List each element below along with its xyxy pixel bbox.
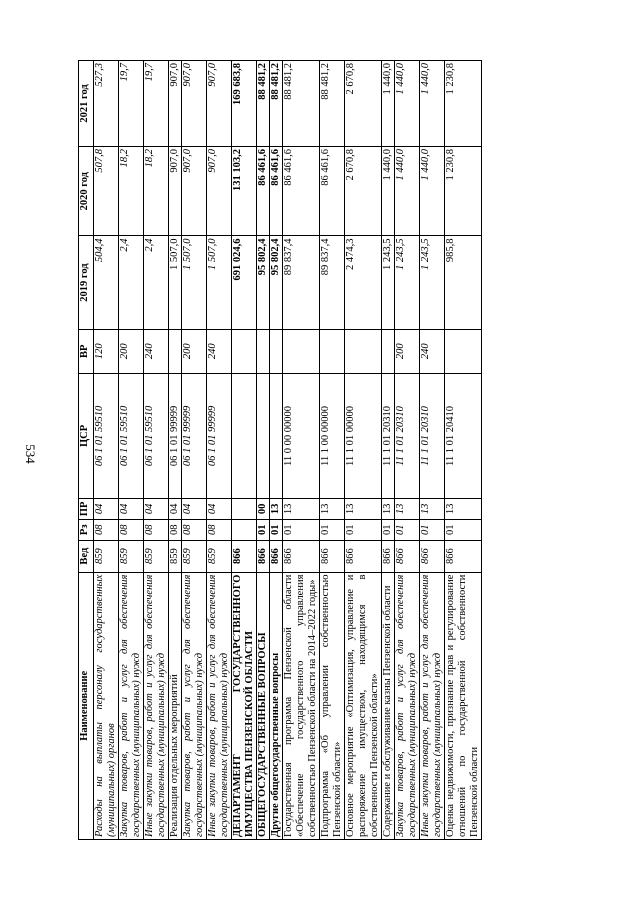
cell-rz: 01 [283, 519, 320, 540]
cell-csr: 11 1 01 20310 [420, 373, 445, 498]
table-row [232, 61, 257, 840]
cell-y2021: 2 670,8 [345, 61, 382, 147]
cell-csr: 11 1 00 00000 [320, 373, 345, 498]
cell-pr: 13 [382, 499, 395, 520]
cell-y2021: 907,0 [169, 61, 182, 147]
cell-csr: 11 1 01 20310 [395, 373, 420, 498]
cell-y2019: 95 802,4 [270, 236, 283, 329]
cell-y2019: 1 507,0 [182, 236, 207, 329]
cell-name: Закупка товаров, работ и услуг для обеспечения государственных (муниципальных) нужд [119, 572, 144, 839]
table-row [169, 61, 182, 840]
table-row [182, 61, 207, 840]
cell-y2021: 19,7 [144, 61, 169, 147]
cell-name: Закупка товаров, работ и услуг для обеспечения государственных (муниципальных) нужд [182, 572, 207, 839]
cell-ved: 866 [257, 540, 270, 572]
cell-csr [232, 373, 257, 498]
cell-vr: 240 [144, 329, 169, 373]
cell-pr: 13 [445, 499, 482, 520]
cell-name: Государственная программа Пензенской области «Обеспечение государственного управления собственностью Пензенской области на 2014–2022 годы» [283, 572, 320, 839]
cell-y2019: 89 837,4 [320, 236, 345, 329]
cell-name: Подпрограмма «Об управлении собственностью Пензенской области» [320, 572, 345, 839]
cell-y2020: 907,0 [182, 146, 207, 236]
cell-rz: 01 [320, 519, 345, 540]
cell-pr: 04 [207, 499, 232, 520]
cell-name: ОБЩЕГОСУДАРСТВЕННЫЕ ВОПРОСЫ [257, 572, 270, 839]
cell-y2019: 2,4 [119, 236, 144, 329]
cell-ved: 866 [420, 540, 445, 572]
cell-y2020: 86 461,6 [283, 146, 320, 236]
cell-y2021: 907,0 [182, 61, 207, 147]
cell-vr [320, 329, 345, 373]
cell-y2021: 1 230,8 [445, 61, 482, 147]
cell-y2021: 19,7 [119, 61, 144, 147]
cell-y2019: 89 837,4 [283, 236, 320, 329]
cell-pr [232, 499, 257, 520]
cell-y2021: 88 481,2 [270, 61, 283, 147]
cell-name: Основное мероприятие «Оптимизация, управление и распоряжение имуществом, находящимся в собственности Пензенской области» [345, 572, 382, 839]
cell-rz [232, 519, 257, 540]
rotated-table-container [78, 60, 598, 840]
cell-pr: 04 [119, 499, 144, 520]
cell-y2020: 2 670,8 [345, 146, 382, 236]
cell-name: Закупка товаров, работ и услуг для обеспечения государственных (муниципальных) нужд [395, 572, 420, 839]
header-2019: 2019 год [79, 236, 94, 329]
cell-ved: 866 [345, 540, 382, 572]
cell-ved: 866 [395, 540, 420, 572]
cell-csr: 06 1 01 59510 [94, 373, 119, 498]
cell-name: Иные закупки товаров, работ и услуг для обеспечения государственных (муниципальных) нужд [144, 572, 169, 839]
cell-pr: 04 [144, 499, 169, 520]
budget-table [78, 60, 482, 840]
cell-rz: 01 [345, 519, 382, 540]
rotated-page-content [78, 60, 598, 840]
cell-y2019: 1 243,5 [382, 236, 395, 329]
cell-ved: 866 [382, 540, 395, 572]
page-number: 534 [23, 444, 38, 464]
header-rz: Рз [79, 519, 94, 540]
cell-y2020: 18,2 [144, 146, 169, 236]
cell-y2021: 1 440,0 [382, 61, 395, 147]
cell-csr: 11 0 00 00000 [283, 373, 320, 498]
cell-vr: 240 [420, 329, 445, 373]
cell-vr: 200 [395, 329, 420, 373]
table-row [382, 61, 395, 840]
table-row [270, 61, 283, 840]
cell-y2021: 88 481,2 [283, 61, 320, 147]
cell-ved: 866 [320, 540, 345, 572]
cell-name: Оценка недвижимости, признание прав и регулирование отношений по государственной собственности Пензенской области [445, 572, 482, 839]
cell-pr: 13 [270, 499, 283, 520]
cell-y2019: 504,4 [94, 236, 119, 329]
table-body [94, 61, 482, 840]
cell-y2019: 1 507,0 [207, 236, 232, 329]
cell-rz: 08 [144, 519, 169, 540]
cell-rz: 08 [207, 519, 232, 540]
cell-ved: 866 [232, 540, 257, 572]
cell-rz: 01 [270, 519, 283, 540]
cell-pr: 00 [257, 499, 270, 520]
cell-y2020: 907,0 [169, 146, 182, 236]
table-row [395, 61, 420, 840]
cell-rz: 01 [420, 519, 445, 540]
cell-vr [283, 329, 320, 373]
cell-ved: 866 [283, 540, 320, 572]
cell-ved: 859 [119, 540, 144, 572]
cell-y2021: 169 683,8 [232, 61, 257, 147]
cell-y2019: 2 474,3 [345, 236, 382, 329]
header-2021: 2021 год [79, 61, 94, 147]
cell-rz: 08 [169, 519, 182, 540]
cell-vr: 200 [182, 329, 207, 373]
table-row [94, 61, 119, 840]
table-row [283, 61, 320, 840]
cell-name: ДЕПАРТАМЕНТ ГОСУДАРСТВЕННОГО ИМУЩЕСТВА ПЕНЗЕНСКОЙ ОБЛАСТИ [232, 572, 257, 839]
cell-y2020: 1 440,0 [382, 146, 395, 236]
cell-y2020: 131 103,2 [232, 146, 257, 236]
cell-y2019: 691 024,6 [232, 236, 257, 329]
cell-y2020: 1 230,8 [445, 146, 482, 236]
cell-y2020: 86 461,6 [320, 146, 345, 236]
cell-name: Иные закупки товаров, работ и услуг для обеспечения государственных (муниципальных) нужд [420, 572, 445, 839]
cell-vr [270, 329, 283, 373]
cell-y2020: 907,0 [207, 146, 232, 236]
header-vr: ВР [79, 329, 94, 373]
cell-vr [257, 329, 270, 373]
table-row [420, 61, 445, 840]
header-ved: Вед [79, 540, 94, 572]
table-row [345, 61, 382, 840]
cell-pr: 13 [420, 499, 445, 520]
cell-y2021: 527,3 [94, 61, 119, 147]
header-2020: 2020 год [79, 146, 94, 236]
cell-csr: 06 1 01 59510 [119, 373, 144, 498]
cell-ved: 859 [207, 540, 232, 572]
cell-csr: 11 1 01 00000 [345, 373, 382, 498]
cell-y2021: 1 440,0 [420, 61, 445, 147]
cell-rz: 01 [382, 519, 395, 540]
cell-name: Иные закупки товаров, работ и услуг для обеспечения государственных (муниципальных) нужд [207, 572, 232, 839]
cell-pr: 04 [94, 499, 119, 520]
table-row [257, 61, 270, 840]
cell-vr [345, 329, 382, 373]
header-csr: ЦСР [79, 373, 94, 498]
table-row [320, 61, 345, 840]
cell-ved: 859 [94, 540, 119, 572]
table-header-row [79, 61, 94, 840]
cell-name: Содержание и обслуживание казны Пензенской области [382, 572, 395, 839]
cell-vr [169, 329, 182, 373]
cell-y2021: 88 481,2 [257, 61, 270, 147]
cell-pr: 13 [320, 499, 345, 520]
cell-ved: 859 [169, 540, 182, 572]
cell-ved: 859 [182, 540, 207, 572]
cell-name: Расходы на выплаты персоналу государственных (муниципальных) органов [94, 572, 119, 839]
table-row [144, 61, 169, 840]
cell-pr: 04 [182, 499, 207, 520]
cell-y2021: 1 440,0 [395, 61, 420, 147]
cell-rz: 01 [257, 519, 270, 540]
table-row [119, 61, 144, 840]
cell-rz: 01 [445, 519, 482, 540]
cell-y2020: 18,2 [119, 146, 144, 236]
cell-y2021: 88 481,2 [320, 61, 345, 147]
header-pr: ПР [79, 499, 94, 520]
cell-rz: 01 [395, 519, 420, 540]
cell-y2020: 1 440,0 [395, 146, 420, 236]
cell-ved: 866 [270, 540, 283, 572]
cell-pr: 13 [395, 499, 420, 520]
cell-csr: 06 1 01 59510 [144, 373, 169, 498]
cell-vr: 120 [94, 329, 119, 373]
cell-csr: 11 1 01 20310 [382, 373, 395, 498]
cell-y2020: 507,8 [94, 146, 119, 236]
cell-y2019: 1 243,5 [420, 236, 445, 329]
cell-vr [445, 329, 482, 373]
cell-csr [270, 373, 283, 498]
cell-y2019: 95 802,4 [257, 236, 270, 329]
cell-y2020: 86 461,6 [270, 146, 283, 236]
cell-vr [232, 329, 257, 373]
cell-rz: 08 [119, 519, 144, 540]
cell-name: Реализация отдельных мероприятий [169, 572, 182, 839]
cell-csr [257, 373, 270, 498]
cell-y2021: 907,0 [207, 61, 232, 147]
cell-y2019: 1 243,5 [395, 236, 420, 329]
cell-rz: 08 [182, 519, 207, 540]
cell-y2020: 86 461,6 [257, 146, 270, 236]
table-row [445, 61, 482, 840]
cell-csr: 06 1 01 99999 [169, 373, 182, 498]
cell-ved: 866 [445, 540, 482, 572]
cell-y2020: 1 440,0 [420, 146, 445, 236]
cell-pr: 04 [169, 499, 182, 520]
cell-pr: 13 [283, 499, 320, 520]
cell-vr: 240 [207, 329, 232, 373]
cell-y2019: 2,4 [144, 236, 169, 329]
cell-csr: 11 1 01 20410 [445, 373, 482, 498]
cell-y2019: 1 507,0 [169, 236, 182, 329]
cell-name: Другие общегосударственные вопросы [270, 572, 283, 839]
cell-pr: 13 [345, 499, 382, 520]
cell-y2019: 985,8 [445, 236, 482, 329]
cell-vr: 200 [119, 329, 144, 373]
cell-rz: 08 [94, 519, 119, 540]
header-name: Наименование [79, 572, 94, 839]
cell-csr: 06 1 01 99999 [182, 373, 207, 498]
cell-vr [382, 329, 395, 373]
table-row [207, 61, 232, 840]
cell-ved: 859 [144, 540, 169, 572]
cell-csr: 06 1 01 99999 [207, 373, 232, 498]
